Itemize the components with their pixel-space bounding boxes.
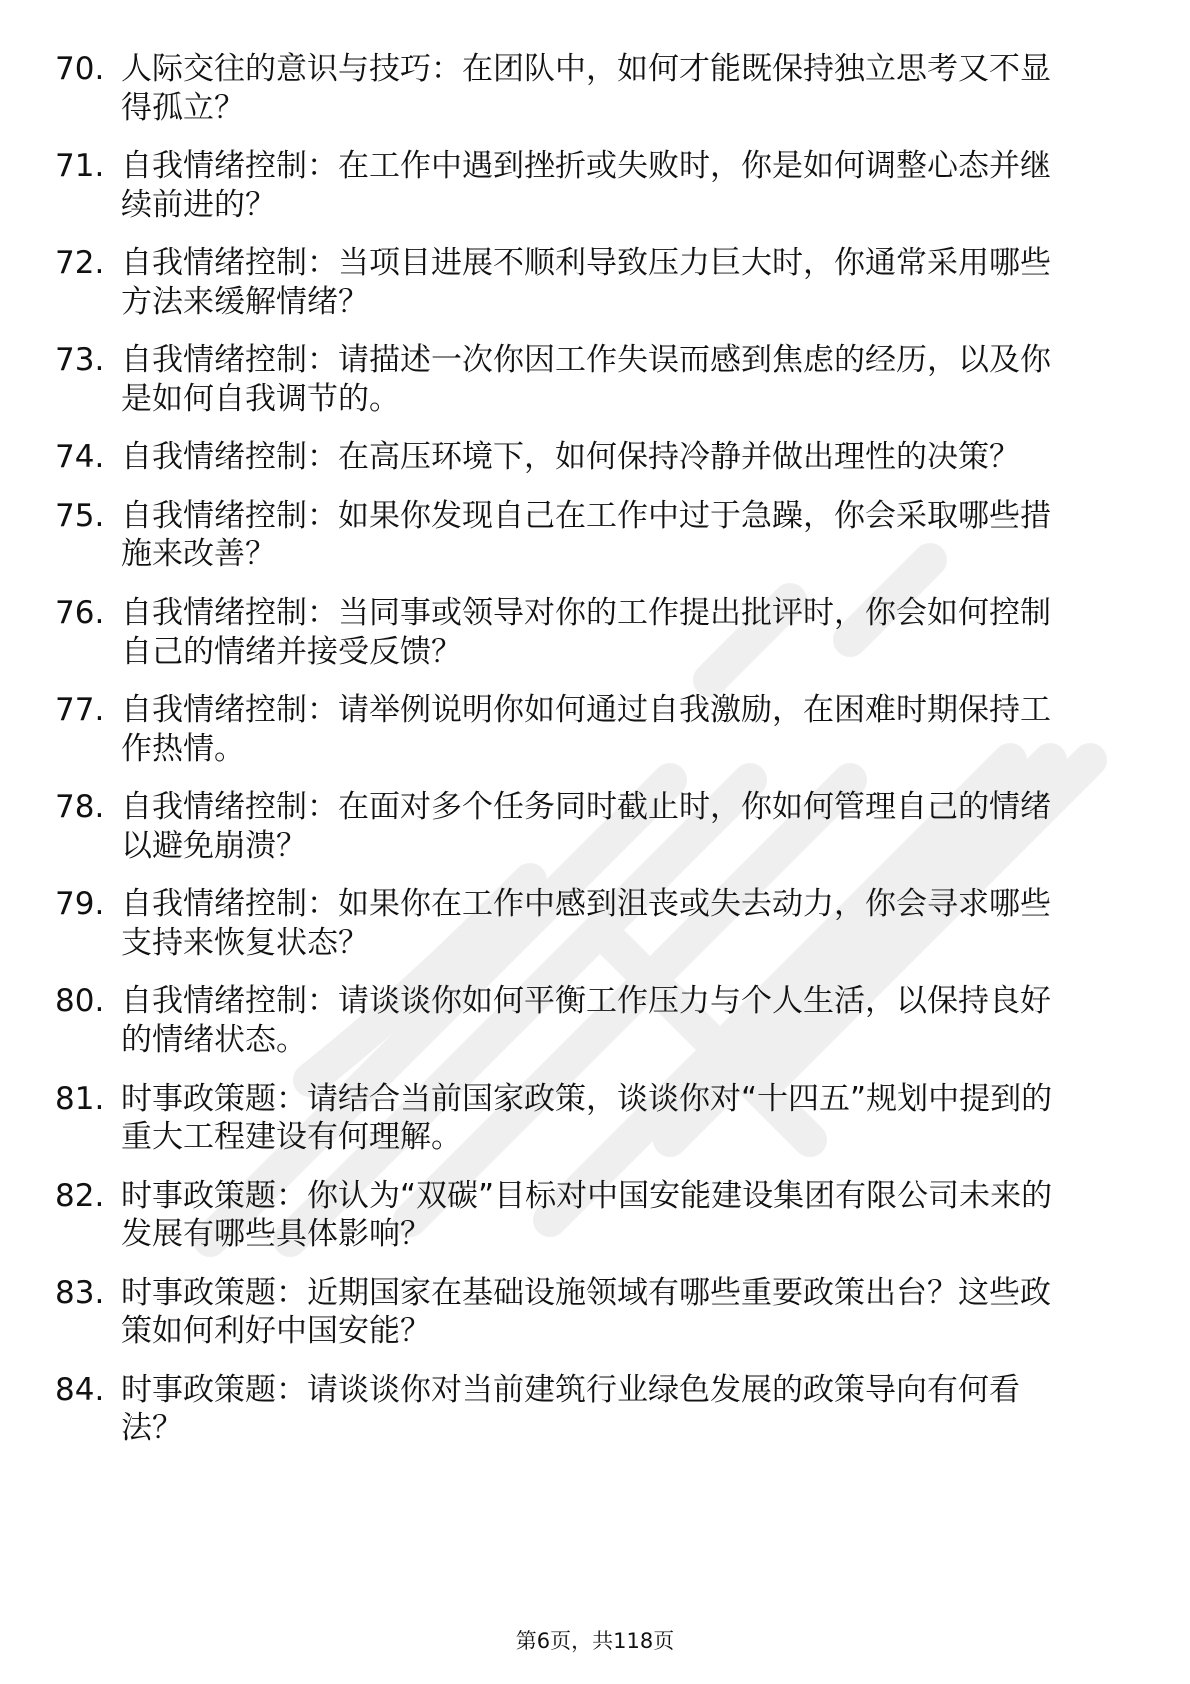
question-text: 自我情绪控制：当项目进展不顺利导致压力巨大时，你通常采用哪些方法来缓解情绪？ bbox=[121, 245, 1051, 320]
question-item bbox=[55, 1371, 1135, 1448]
question-text: 自我情绪控制：当同事或领导对你的工作提出批评时，你会如何控制自己的情绪并接受反馈？ bbox=[121, 595, 1051, 670]
question-item bbox=[55, 1177, 1135, 1254]
question-item bbox=[55, 341, 1135, 418]
question-text: 自我情绪控制：请举例说明你如何通过自我激励，在困难时期保持工作热情。 bbox=[121, 692, 1051, 767]
question-item bbox=[55, 50, 1135, 127]
question-item bbox=[55, 885, 1135, 962]
question-text: 时事政策题：请谈谈你对当前建筑行业绿色发展的政策导向有何看法？ bbox=[121, 1371, 1020, 1447]
question-text: 自我情绪控制：在高压环境下，如何保持冷静并做出理性的决策？ bbox=[121, 439, 1020, 476]
question-number: 73. bbox=[55, 342, 105, 379]
question-number: 82. bbox=[55, 1177, 105, 1214]
question-text: 时事政策题：近期国家在基础设施领域有哪些重要政策出台？这些政策如何利好中国安能？ bbox=[121, 1274, 1051, 1350]
question-text: 自我情绪控制：请谈谈你如何平衡工作压力与个人生活，以保持良好的情绪状态。 bbox=[121, 983, 1051, 1058]
question-number: 76. bbox=[55, 595, 105, 632]
question-item bbox=[55, 788, 1135, 865]
question-text: 自我情绪控制：如果你在工作中感到沮丧或失去动力，你会寻求哪些支持来恢复状态？ bbox=[121, 886, 1051, 961]
question-number: 83. bbox=[55, 1274, 105, 1311]
question-item bbox=[55, 497, 1135, 574]
question-text: 自我情绪控制：在面对多个任务同时截止时，你如何管理自己的情绪以避免崩溃？ bbox=[121, 789, 1051, 864]
question-item bbox=[55, 438, 1135, 477]
question-item bbox=[55, 147, 1135, 224]
question-number: 78. bbox=[55, 789, 105, 826]
question-item bbox=[55, 594, 1135, 671]
question-number: 75. bbox=[55, 497, 105, 534]
question-number: 79. bbox=[55, 886, 105, 923]
question-text: 时事政策题：请结合当前国家政策，谈谈你对“十四五”规划中提到的重大工程建设有何理解。 bbox=[121, 1080, 1053, 1156]
question-number: 84. bbox=[55, 1371, 105, 1408]
question-number: 81. bbox=[55, 1080, 105, 1117]
question-item bbox=[55, 1080, 1135, 1157]
question-number: 74. bbox=[55, 439, 105, 476]
question-text: 自我情绪控制：如果你发现自己在工作中过于急躁，你会采取哪些措施来改善？ bbox=[121, 497, 1051, 573]
question-list bbox=[55, 50, 1135, 1468]
question-text: 人际交往的意识与技巧：在团队中，如何才能既保持独立思考又不显得孤立？ bbox=[121, 51, 1051, 126]
question-item bbox=[55, 244, 1135, 321]
question-item bbox=[55, 1274, 1135, 1351]
question-number: 80. bbox=[55, 983, 105, 1020]
question-number: 70. bbox=[55, 51, 105, 87]
question-text: 自我情绪控制：在工作中遇到挫折或失败时，你是如何调整心态并继续前进的？ bbox=[121, 148, 1051, 223]
page-number-footer: 第6页，共118页 bbox=[515, 1629, 675, 1653]
question-item bbox=[55, 982, 1135, 1059]
question-number: 71. bbox=[55, 148, 105, 185]
question-number: 77. bbox=[55, 692, 105, 729]
question-item bbox=[55, 691, 1135, 768]
question-text: 自我情绪控制：请描述一次你因工作失误而感到焦虑的经历，以及你是如何自我调节的。 bbox=[121, 342, 1051, 417]
question-number: 72. bbox=[55, 245, 105, 282]
question-text: 时事政策题：你认为“双碳”目标对中国安能建设集团有限公司未来的发展有哪些具体影响？ bbox=[121, 1177, 1053, 1253]
